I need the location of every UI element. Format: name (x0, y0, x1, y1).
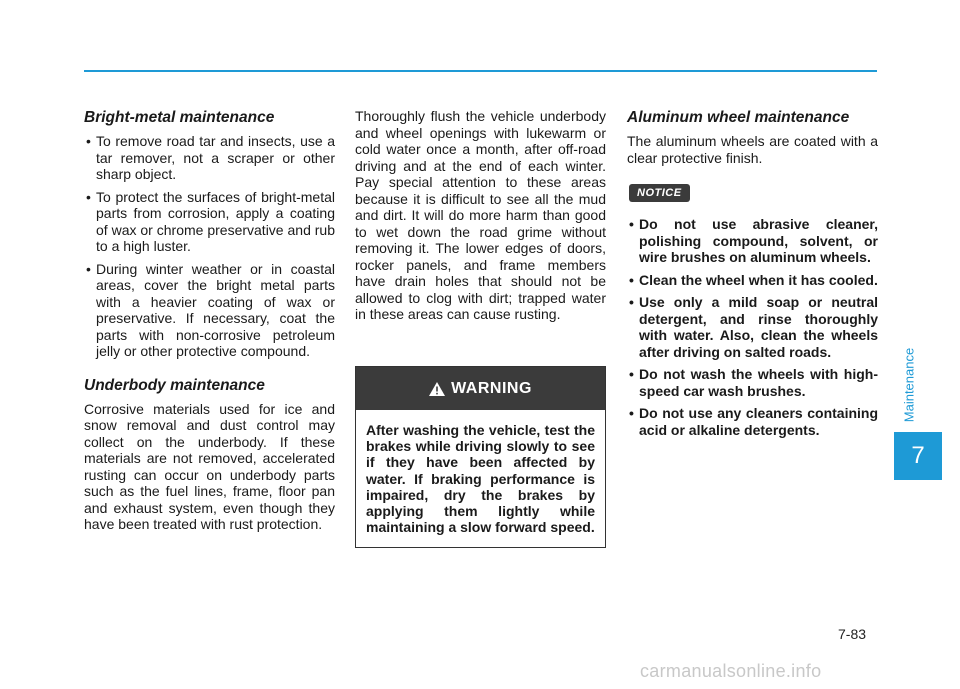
underbody-heading: Underbody maintenance (84, 376, 265, 394)
column-right (627, 108, 878, 444)
column-left (84, 108, 335, 533)
bright-metal-heading: Bright-metal maintenance (84, 109, 275, 126)
column-middle (355, 108, 606, 323)
aluminum-wheel-heading: Aluminum wheel maintenance (627, 109, 850, 126)
warning-title: WARNING (451, 379, 532, 397)
list-item: • Use only a mild soap or neutral detergent, and rinse thoroughly with water. Also, clean the wheels after driving on salted roads. (629, 294, 878, 360)
underbody-paragraph: Corrosive materials used for ice and snow removal and dust control may collect on the underbody. If these materials are not removed, accelerated rusting can occur on underbody parts such as the fuel lines, frame, floor pan and exhaust system, even though they have been treated with rust protection. (84, 400, 335, 532)
header-rule (84, 70, 877, 72)
list-item: • Do not use any cleaners containing acid or alkaline detergents. (629, 405, 878, 438)
warning-triangle-icon (429, 382, 445, 396)
page-number: 7-83 (838, 626, 867, 642)
bright-metal-list (84, 133, 335, 360)
list-item: • Do not wash the wheels with high-speed car wash brushes. (629, 366, 878, 399)
list-item: • During winter weather or in coastal areas, cover the bright metal parts with a heavier coating of wax or preservative. If necessary, coat the parts with non-corrosive petroleum jelly or other protective compound. (86, 260, 335, 359)
flush-paragraph: Thoroughly flush the vehicle underbody and wheel openings with lukewarm or cold water once a month, after off-road driving and at the end of each winter. Pay special attention to these areas because it is difficult to see all the mud and dirt. It will do more harm than good to wet down the road grime without removing it. The lower edges of doors, rocker panels, and frame members have drain holes that should not be allowed to clog with dirt; trapped water in these areas can cause rusting. (355, 108, 606, 322)
chapter-tab: 7 (894, 432, 942, 480)
list-item: • Do not use abrasive cleaner, polishing compound, solvent, or wire brushes on aluminum wheels. (629, 216, 878, 265)
list-item: • To protect the surfaces of bright-metal parts from corrosion, apply a coating of wax or chrome preservative and rub to a high luster. (86, 188, 335, 254)
notice-list (627, 216, 878, 438)
list-item: • To remove road tar and insects, use a tar remover, not a scraper or other sharp object. (86, 133, 335, 182)
warning-text: After washing the vehicle, test the brakes while driving slowly to see if they have been affected by water. If braking performance is impaired, dry the brakes by applying them lightly while maintaining a slow forward speed. (366, 422, 595, 536)
warning-box (355, 366, 606, 548)
notice-badge: NOTICE (629, 184, 690, 202)
watermark: carmanualsonline.info (640, 661, 822, 681)
list-item: • Clean the wheel when it has cooled. (629, 271, 878, 288)
section-label: Maintenance (901, 347, 917, 423)
warning-header (356, 367, 605, 410)
aluminum-wheel-paragraph: The aluminum wheels are coated with a clear protective finish. (627, 133, 878, 166)
